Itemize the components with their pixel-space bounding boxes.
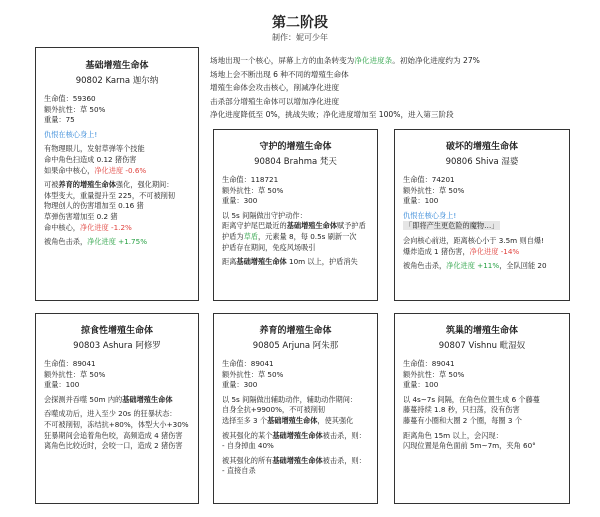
purify-bar-term: 净化进度条 bbox=[354, 56, 393, 65]
desc-line: 护盾为草盾，元素量 8，每 0.5s 刷新一次 bbox=[222, 231, 357, 241]
stat-weight: 重量：300 bbox=[222, 196, 258, 206]
intro-line: 增殖生命体会攻击核心，削减净化进度 bbox=[210, 83, 340, 93]
desc-line: - 自身掉血 40% bbox=[222, 441, 274, 451]
desc-line: 闪现位置是角色面前 5m~7m，夹角 60° bbox=[403, 441, 536, 451]
stat-weight: 重量：100 bbox=[44, 380, 80, 390]
desc-line: 草弹伤害增加至 0.2 猪 bbox=[44, 211, 118, 221]
quote-line: 「即将产生更危险的魔物…」 bbox=[405, 221, 499, 231]
card-shiva bbox=[394, 129, 570, 301]
card-ashura bbox=[35, 313, 199, 504]
desc-line: - 直接自杀 bbox=[222, 466, 256, 476]
desc-line: 被其强化的某个基础增殖生命体被击杀，则： bbox=[222, 430, 366, 440]
desc-line: 爆炸造成 1 猪伤害，净化进度 -14% bbox=[403, 246, 520, 256]
desc-line: 会探测并吞噬 50m 内的基础增殖生命体 bbox=[44, 394, 173, 404]
stat-resistance: 额外抗性：草 50% bbox=[222, 369, 284, 379]
desc-line: 会向核心前进，距离核心小于 3.5m 则自爆! bbox=[403, 235, 544, 245]
desc-line: 以 4s~7s 间隔，在角色位置生成 6 个藤蔓 bbox=[403, 394, 540, 404]
stat-resistance: 额外抗性：草 50% bbox=[403, 185, 465, 195]
card-title: 守护的增殖生命体 bbox=[259, 142, 332, 152]
stat-hp: 生命值：89041 bbox=[222, 359, 274, 368]
desc-line: 如果命中核心，净化进度 -0.6% bbox=[44, 165, 147, 175]
stat-hp: 生命值：89041 bbox=[44, 359, 96, 368]
desc-line: 藤蔓持续 1.8 秒，只扫荡，没有伤害 bbox=[403, 405, 520, 415]
desc-line: 距离角色 15m 以上，会闪现： bbox=[403, 430, 503, 440]
desc-line: 有物理眼儿，发射草弹等个技能 bbox=[44, 144, 145, 154]
card-title: 破坏的增殖生命体 bbox=[445, 142, 518, 152]
kill-reward: 被角色击杀，净化进度 +1.75% bbox=[44, 237, 148, 247]
desc-line: 选择至多 3 个基础增殖生命体，使其强化 bbox=[222, 415, 354, 425]
stat-resistance: 额外抗性：草 50% bbox=[44, 369, 106, 379]
card-subtitle: 90806 Shiva 湿婆 bbox=[445, 157, 519, 167]
stat-hp: 生命值：89041 bbox=[403, 359, 455, 368]
stat-resistance: 额外抗性：草 50% bbox=[403, 369, 465, 379]
card-title: 掠食性增殖生命体 bbox=[80, 326, 153, 336]
card-subtitle: 90802 Karna 迦尔纳 bbox=[75, 76, 159, 86]
card-subtitle: 90807 Vishnu 毗湿奴 bbox=[438, 341, 526, 351]
stat-resistance: 额外抗性：草 50% bbox=[44, 104, 106, 114]
purify-minus: 净化进度 -0.6% bbox=[94, 165, 147, 175]
stat-hp: 生命值：59360 bbox=[44, 94, 96, 103]
intro-line: 击杀部分增殖生命体可以增加净化进度 bbox=[210, 96, 340, 106]
purify-plus: 净化进度 +1.75% bbox=[87, 237, 148, 247]
stat-weight: 重量：100 bbox=[403, 380, 439, 390]
intro-line: 场地上会不断出现 6 种不同的增殖生命体 bbox=[210, 69, 349, 79]
card-subtitle: 90803 Ashura 阿修罗 bbox=[73, 341, 161, 351]
kill-reward: 被角色击杀，净化进度 +11%，全队回能 20 bbox=[403, 261, 547, 271]
desc-line: 护盾存在期间，免疫风场吸引 bbox=[222, 242, 316, 252]
card-vishnu bbox=[394, 313, 570, 504]
desc-line: 体型变大，重量提升至 225，不可被削韧 bbox=[44, 190, 176, 200]
stat-weight: 重量：75 bbox=[44, 115, 75, 125]
desc-line: 距离守护尾巴最近的基础增殖生命体赋予护盾 bbox=[222, 221, 366, 231]
desc-line: 藤蔓有小圈和大圈 2 个圈，每圈 3 个 bbox=[403, 415, 522, 425]
desc-line: 以 5s 间隔做出守护动作： bbox=[222, 210, 307, 220]
desc-line: 物理创人的伤害增加至 0.16 猪 bbox=[44, 201, 144, 211]
stat-hp: 生命值：118721 bbox=[222, 175, 279, 184]
card-brahma bbox=[213, 129, 378, 301]
desc-line: 吞噬成功后，进入至少 20s 的狂暴状态： bbox=[44, 409, 177, 419]
card-subtitle: 90804 Brahma 梵天 bbox=[254, 157, 337, 167]
card-title: 筑巢的增殖生命体 bbox=[445, 326, 518, 336]
desc-line: 不可被削韧，冻结抗+80%，体型大小+30% bbox=[44, 419, 189, 429]
card-karna bbox=[35, 47, 199, 301]
card-title: 养育的增殖生命体 bbox=[259, 326, 332, 336]
card-title: 基础增殖生命体 bbox=[85, 61, 149, 71]
desc-line: 命中角色扫造成 0.12 猪伤害 bbox=[44, 154, 137, 164]
intro-line: 净化进度降低至 0%，挑战失败；净化进度增加至 100%，进入第三阶段 bbox=[210, 110, 454, 120]
purify-minus: 净化进度 -14% bbox=[469, 246, 520, 256]
author-credit: 制作：妮可少年 bbox=[272, 33, 328, 42]
card-subtitle: 90805 Arjuna 阿朱那 bbox=[252, 341, 339, 351]
desc-line: 自身全抗+9900%，不可被削韧 bbox=[222, 405, 326, 415]
desc-line: 命中核心，净化进度 -1.2% bbox=[44, 222, 132, 232]
desc-line: 离角色比较近时，会咬一口，造成 2 猪伤害 bbox=[44, 441, 183, 451]
page-title: 第二阶段 bbox=[272, 15, 328, 31]
phase-intro bbox=[210, 54, 590, 122]
desc-line: 以 5s 间隔做出辅助动作，辅助动作期间： bbox=[222, 394, 358, 404]
desc-line: 可被养育的增殖生命体强化，强化期间： bbox=[44, 180, 174, 190]
aggro-tag: 仇恨在核心身上! bbox=[403, 210, 457, 220]
purify-minus: 净化进度 -1.2% bbox=[79, 222, 132, 232]
stat-hp: 生命值：74201 bbox=[403, 175, 455, 184]
desc-line: 被其强化的所有基础增殖生命体被击杀，则： bbox=[222, 455, 366, 465]
aggro-tag: 仇恨在核心身上! bbox=[44, 129, 98, 139]
card-arjuna bbox=[213, 313, 378, 504]
stat-weight: 重量：300 bbox=[222, 380, 258, 390]
desc-line: 狂暴期间会追着角色咬，高频造成 4 猪伤害 bbox=[44, 430, 183, 440]
intro-line: 场地出现一个核心，屏幕上方的血条转变为净化进度条。初始净化进度约为 27% bbox=[210, 56, 480, 65]
desc-line: 距离基础增殖生命体 10m 以上，护盾消失 bbox=[222, 257, 358, 267]
purify-plus: 净化进度 +11% bbox=[446, 261, 500, 271]
stat-weight: 重量：100 bbox=[403, 196, 439, 206]
stat-resistance: 额外抗性：草 50% bbox=[222, 185, 284, 195]
